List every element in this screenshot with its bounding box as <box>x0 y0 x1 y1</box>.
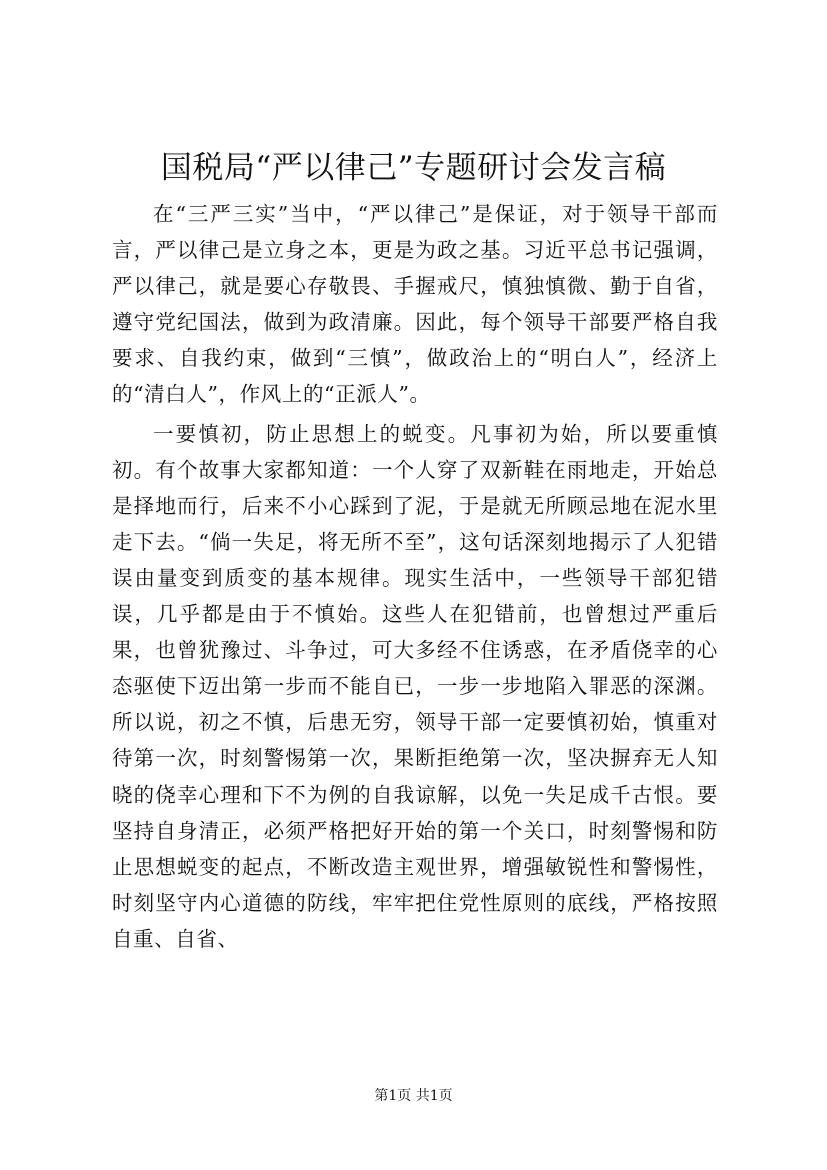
paragraph-intro: 在“三严三实”当中，“严以律己”是保证，对于领导干部而言，严以律己是立身之本，更是为政之基。习近平总书记强调，严以律己，就是要心存敬畏、手握戒尺，慎独慎微、勤于自省，遵守党纪国法，做到为政清廉。因此，每个领导干部要严格自我要求、自我约束，做到“三慎”，做政治上的“明白人”，经济上的“清白人”，作风上的“正派人”。 <box>112 202 718 407</box>
paragraph-section-one: 一要慎初，防止思想上的蜕变。凡事初为始，所以要重慎初。有个故事大家都知道：一个人穿了双新鞋在雨地走，开始总是择地而行，后来不小心踩到了泥，于是就无所顾忌地在泥水里走下去。“倘一失足，将无所不至”，这句话深刻地揭示了人犯错误由量变到质变的基本规律。现实生活中，一些领导干部犯错误，几乎都是由于不慎始。这些人在犯错前，也曾想过严重后果，也曾犹豫过、斗争过，可大多经不住诱惑，在矛盾侥幸的心态驱使下迈出第一步而不能自已，一步一步地陷入罪恶的深渊。所以说，初之不慎，后患无穷，领导干部一定要慎初始，慎重对待第一次，时刻警惕第一次，果断拒绝第一次，坚决摒弃无人知晓的侥幸心理和下不为例的自我谅解，以免一失足成千古恨。要坚持自身清正，必须严格把好开始的第一个关口，时刻警惕和防止思想蜕变的起点，不断改造主观世界，增强敏锐性和警惕性，时刻坚守内心道德的防线，牢牢把住党性原则的底线，严格按照自重、自省、 <box>112 421 718 951</box>
page-number-footer: 第1页 共1页 <box>374 1088 453 1104</box>
document-body <box>112 196 718 957</box>
document-title: 国税局“严以律己”专题研讨会发言稿 <box>160 150 667 186</box>
